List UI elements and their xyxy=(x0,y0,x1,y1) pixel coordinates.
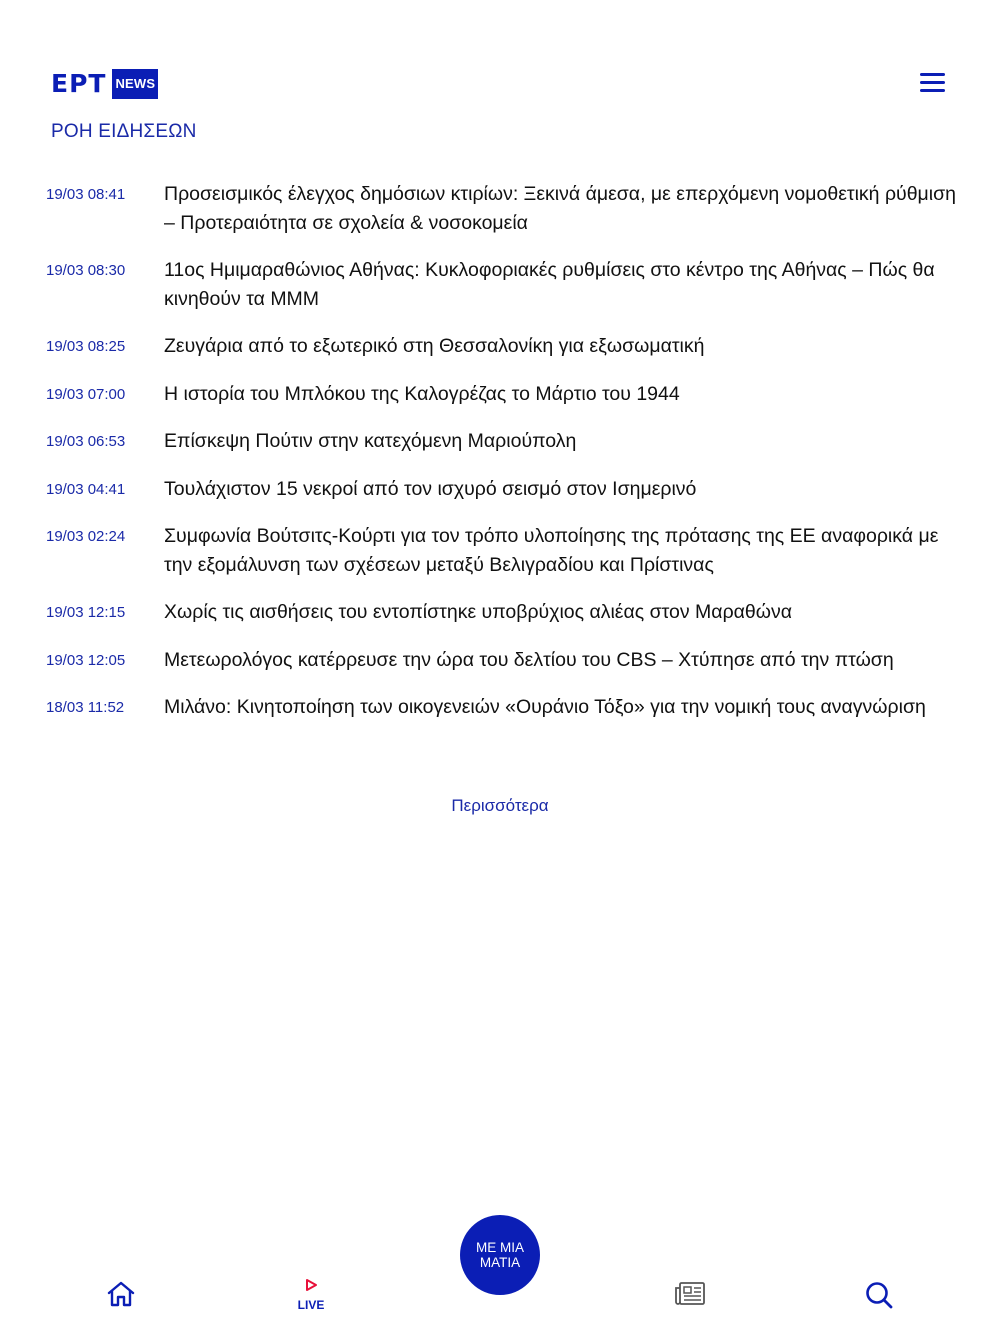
news-time: 19/03 06:53 xyxy=(46,433,126,450)
news-headline[interactable]: Προσεισμικός έλεγχος δημόσιων κτιρίων: Ξεκινά άμεσα, με επερχόμενη νομοθετική ρύθμιση – Προτεραιότητα σε σχολεία & νοσοκομεία xyxy=(164,183,956,234)
news-time: 19/03 12:15 xyxy=(46,604,126,621)
live-label: LIVE xyxy=(297,1298,325,1312)
play-icon xyxy=(304,1278,318,1292)
menu-line xyxy=(920,81,945,84)
news-time: 19/03 07:00 xyxy=(46,385,126,403)
news-item[interactable] xyxy=(0,256,1000,313)
header xyxy=(0,0,1000,142)
news-headline[interactable]: Χωρίς τις αισθήσεις του εντοπίστηκε υποβρύχιος αλιέας στον Μαραθώνα xyxy=(164,601,793,623)
at-a-glance-button[interactable] xyxy=(460,1215,540,1295)
news-time: 18/03 11:52 xyxy=(46,699,125,716)
news-time: 19/03 08:30 xyxy=(46,262,126,279)
news-item[interactable] xyxy=(0,427,1000,456)
news-headline[interactable]: Μιλάνο: Κινητοποίηση των οικογενειών «Ουράνιο Τόξο» για την νομική τους αναγνώριση xyxy=(164,696,926,718)
news-item[interactable] xyxy=(0,332,1000,361)
ert-news-logo[interactable] xyxy=(51,69,158,99)
news-headline[interactable]: Επίσκεψη Πούτιν στην κατεχόμενη Μαριούπολη xyxy=(164,430,577,452)
page-title: ΡΟΗ ΕΙΔΗΣΕΩΝ xyxy=(51,121,197,142)
news-headline[interactable]: Τουλάχιστον 15 νεκροί από τον ισχυρό σεισμό στον Ισημερινό xyxy=(164,477,697,500)
news-item[interactable] xyxy=(0,475,1000,504)
news-headline[interactable]: Συμφωνία Βούτσιτς-Κούρτι για τον τρόπο υλοποίησης της πρότασης της ΕΕ αναφορικά με την εξομάλυνση των σχέσεων μεταξύ Βελιγραδίου και Πρίστινας xyxy=(164,525,939,576)
news-item[interactable] xyxy=(0,598,1000,627)
bottom-nav xyxy=(0,1200,1000,1334)
logo-news-badge: NEWS xyxy=(112,69,158,99)
home-icon-svg xyxy=(106,1280,136,1308)
news-headline[interactable]: Ζευγάρια από το εξωτερικό στη Θεσσαλονίκη για εξωσωματική xyxy=(164,335,705,357)
logo-ert-text: ΕΡΤ xyxy=(51,69,107,98)
news-headline[interactable]: Η ιστορία του Μπλόκου της Καλογρέζας το Μάρτιο του 1944 xyxy=(164,382,680,405)
newspaper-icon-svg xyxy=(674,1281,706,1307)
news-time: 19/03 08:41 xyxy=(46,186,126,203)
news-time: 19/03 08:25 xyxy=(46,338,126,355)
live-button[interactable] xyxy=(292,1278,330,1312)
news-headline[interactable]: Μετεωρολόγος κατέρρευσε την ώρα του δελτίου του CBS – Χτύπησε από την πτώση xyxy=(164,648,894,671)
news-time: 19/03 12:05 xyxy=(46,651,126,669)
search-icon[interactable] xyxy=(864,1280,894,1310)
news-time: 19/03 02:24 xyxy=(46,528,126,545)
news-item[interactable] xyxy=(0,180,1000,237)
newspaper-icon[interactable] xyxy=(674,1281,706,1307)
more-link[interactable]: Περισσότερα xyxy=(451,796,549,815)
news-item[interactable] xyxy=(0,646,1000,675)
home-icon[interactable] xyxy=(106,1280,136,1308)
menu-line xyxy=(920,73,945,76)
news-item[interactable] xyxy=(0,522,1000,579)
news-item[interactable] xyxy=(0,693,1000,722)
menu-line xyxy=(920,89,945,92)
news-time: 19/03 04:41 xyxy=(46,480,126,498)
at-a-glance-label: ΜΕ ΜΙΑ ΜΑΤΙΑ xyxy=(475,1240,524,1270)
news-item[interactable] xyxy=(0,380,1000,409)
search-icon-svg xyxy=(864,1280,894,1310)
news-list xyxy=(0,180,1000,741)
news-headline[interactable]: 11ος Ημιμαραθώνιος Αθήνας: Κυκλοφοριακές ρυθμίσεις στο κέντρο της Αθήνας – Πώς θα κινηθούν τα ΜΜΜ xyxy=(164,259,935,310)
hamburger-menu-icon[interactable] xyxy=(918,70,948,96)
